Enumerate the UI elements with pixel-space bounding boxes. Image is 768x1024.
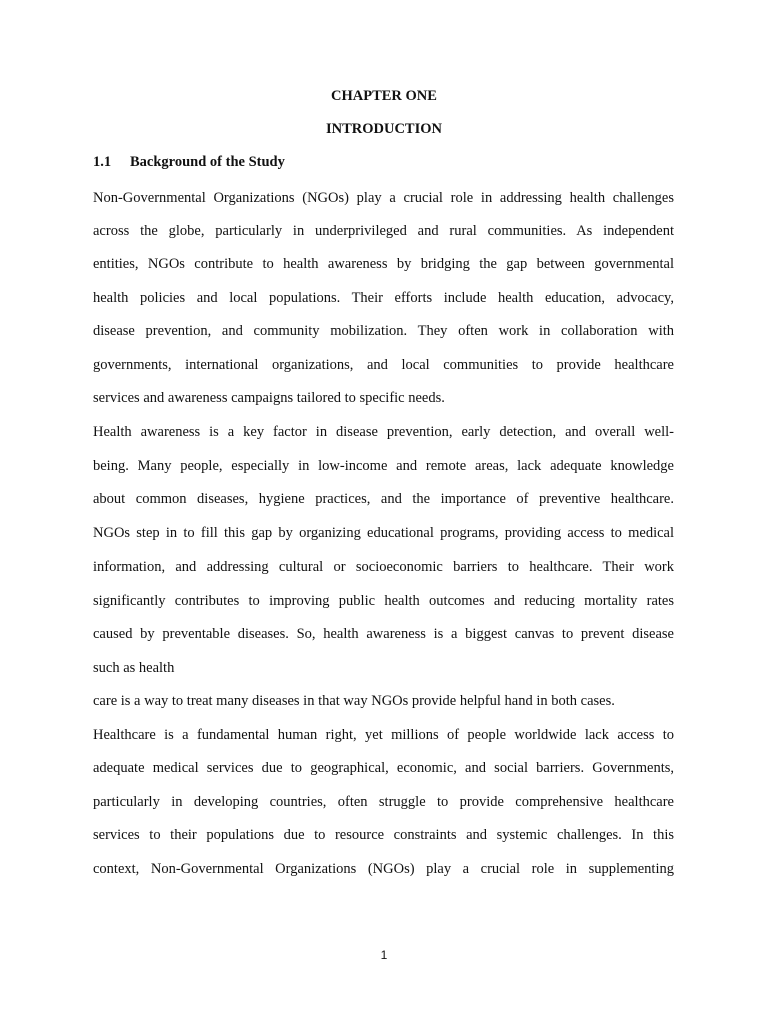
body-line: particularly in developing countries, often struggle to provide comprehensive healthcare (93, 794, 674, 810)
body-line: governments, international organizations, and local communities to provide healthcare (93, 357, 674, 373)
section-title: Background of the Study (130, 154, 285, 170)
body-line: being. Many people, especially in low-income and remote areas, lack adequate knowledge (93, 458, 674, 474)
body-line: care is a way to treat many diseases in that way NGOs provide helpful hand in both cases. (93, 693, 615, 709)
body-line: such as health (93, 660, 175, 676)
body-line: health policies and local populations. Their efforts include health education, advocacy, (93, 290, 674, 306)
body-line: adequate medical services due to geographical, economic, and social barriers. Governments, (93, 760, 674, 776)
body-line: caused by preventable diseases. So, health awareness is a biggest canvas to prevent disease (93, 626, 674, 642)
section-number: 1.1 (93, 154, 112, 170)
section-heading (93, 154, 285, 171)
body-line: NGOs step in to fill this gap by organizing educational programs, providing access to medical (93, 525, 674, 541)
body-line: significantly contributes to improving public health outcomes and reducing mortality rates (93, 593, 674, 609)
body-line: Healthcare is a fundamental human right, yet millions of people worldwide lack access to (93, 727, 674, 743)
body-line: context, Non-Governmental Organizations (NGOs) play a crucial role in supplementing (93, 861, 674, 877)
body-line: entities, NGOs contribute to health awareness by bridging the gap between governmental (93, 256, 674, 272)
body-line: services to their populations due to resource constraints and systemic challenges. In this (93, 827, 674, 843)
body-line: across the globe, particularly in underprivileged and rural communities. As independent (93, 223, 674, 239)
body-line: services and awareness campaigns tailored to specific needs. (93, 390, 445, 406)
body-line: Non-Governmental Organizations (NGOs) play a crucial role in addressing health challenges (93, 190, 674, 206)
body-line: disease prevention, and community mobilization. They often work in collaboration with (93, 323, 674, 339)
chapter-heading: CHAPTER ONE (331, 88, 437, 104)
page-number: 1 (380, 948, 388, 962)
chapter-title: INTRODUCTION (325, 121, 442, 137)
body-line: about common diseases, hygiene practices, and the importance of preventive healthcare. (93, 491, 674, 507)
body-line: information, and addressing cultural or socioeconomic barriers to healthcare. Their work (93, 559, 674, 575)
body-line: Health awareness is a key factor in disease prevention, early detection, and overall well- (93, 424, 674, 440)
